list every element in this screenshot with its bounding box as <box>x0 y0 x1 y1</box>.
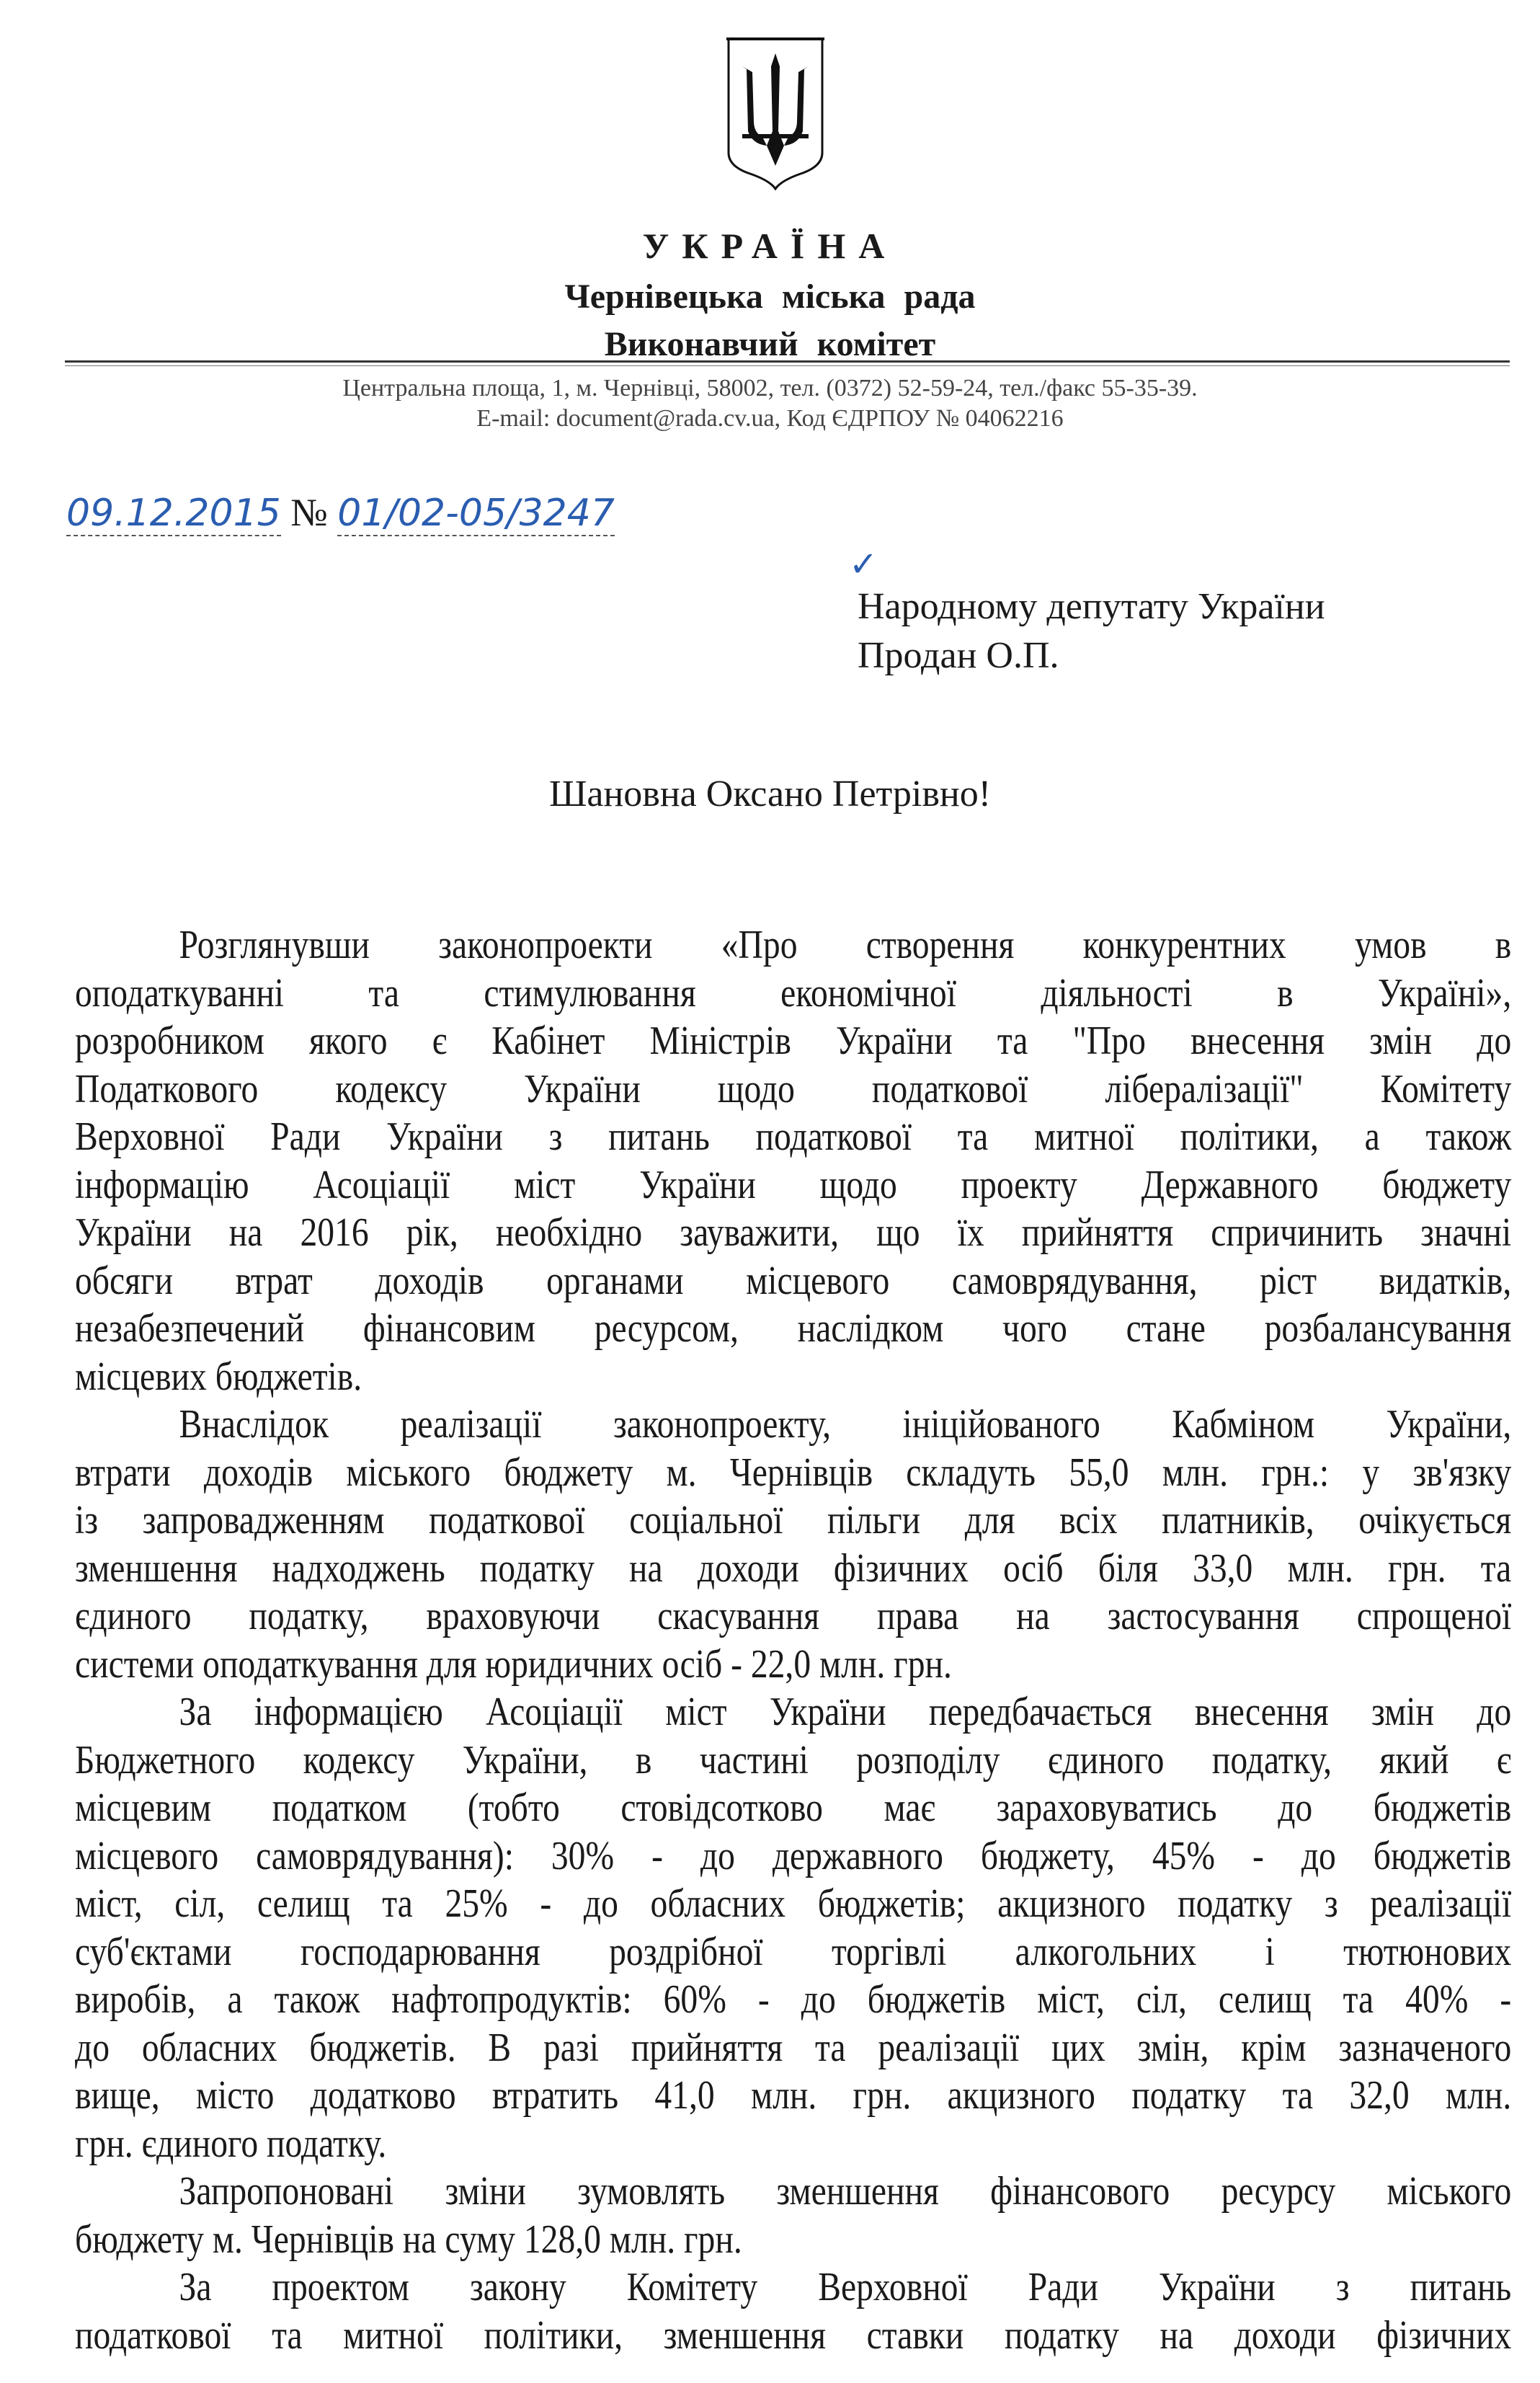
addressee-name: Продан О.П. <box>858 635 1059 676</box>
check-mark-icon: ✓ <box>849 546 878 584</box>
paragraph-line: суб'єктами господарювання роздрібної торгівлі алкогольних і тютюнових <box>75 1929 1512 1974</box>
paragraph-line: місцевого самоврядування): 30% - до державного бюджету, 45% - до бюджетів <box>75 1833 1512 1878</box>
paragraph <box>75 1401 1511 1688</box>
registration-date: 09.12.2015 <box>66 492 281 535</box>
paragraph-line: За інформацією Асоціації міст України передбачається внесення змін до <box>179 1690 1512 1734</box>
paragraph-line: податкової та митної політики, зменшення ставки податку на доходи фізичних <box>75 2312 1512 2358</box>
paragraph-line: місцевим податком (тобто стовідсотково має зараховуватись до бюджетів <box>75 1785 1512 1830</box>
paragraph-line: втрати доходів міського бюджету м. Чернівців складуть 55,0 млн. грн.: у зв'язку <box>75 1450 1512 1495</box>
paragraph-line: бюджету м. Чернівців на суму 128,0 млн. грн. <box>75 2216 742 2262</box>
registration-number: 01/02-05/3247 <box>337 492 615 535</box>
paragraph-line: Бюджетного кодексу України, в частині розподілу єдиного податку, який є <box>75 1737 1512 1783</box>
paragraph-line: розробником якого є Кабінет Міністрів України та "Про внесення змін до <box>75 1019 1512 1063</box>
committee-name: Виконавчий комітет <box>604 325 936 363</box>
paragraph-line: до обласних бюджетів. В разі прийняття та реалізації цих змін, крім зазначеного <box>75 2025 1512 2070</box>
country-title: УКРАЇНА <box>642 226 898 266</box>
address-line: Центральна площа, 1, м. Чернівці, 58002, тел. (0372) 52-59-24, тел./факс 55-35-39. <box>342 375 1198 401</box>
paragraph-line: із запровадженням податкової соціальної пільги для всіх платників, очікується <box>75 1498 1512 1543</box>
paragraph-line: оподаткуванні та стимулювання економічної діяльності в Україні», <box>75 970 1512 1016</box>
paragraph-line: системи оподаткування для юридичних осіб - 22,0 млн. грн. <box>75 1641 952 1687</box>
paragraph-line: інформацію Асоціації міст України щодо проекту Державного бюджету <box>75 1162 1512 1207</box>
paragraph-line: Верховної Ради України з питань податкової та митної політики, а також <box>75 1114 1512 1159</box>
addressee-title: Народному депутату України <box>858 586 1325 627</box>
paragraph-line: виробів, а також нафтопродуктів: 60% - до бюджетів міст, сіл, селищ та 40% - <box>75 1977 1512 2022</box>
coat-of-arms-icon <box>726 37 824 190</box>
letter-body <box>75 921 1511 2359</box>
paragraph-line: Внаслідок реалізації законопроекту, ініційованого Кабміном України, <box>179 1402 1512 1447</box>
paragraph-line: єдиного податку, враховуючи скасування права на застосування спрощеної <box>75 1594 1512 1638</box>
number-sign: № <box>290 491 328 534</box>
paragraph-line: зменшення надходжень податку на доходи фізичних осіб біля 33,0 млн. грн. та <box>75 1545 1512 1591</box>
registration-line <box>66 490 615 536</box>
paragraph-line: місцевих бюджетів. <box>75 1354 362 1399</box>
salutation: Шановна Оксано Петрівно! <box>548 773 992 815</box>
council-name: Чернівецька міська рада <box>564 278 976 316</box>
paragraph-line: Запропоновані зміни зумовлять зменшення фінансового ресурсу міського <box>179 2169 1512 2214</box>
email-line: E-mail: document@rada.cv.ua, Код ЄДРПОУ № 04062216 <box>476 405 1064 432</box>
paragraph-line: України на 2016 рік, необхідно зауважити, що їх прийняття спричинить значні <box>75 1210 1512 1255</box>
paragraph-line: міст, сіл, селищ та 25% - до обласних бюджетів; акцизного податку з реалізації <box>75 1881 1512 1926</box>
paragraph <box>75 921 1511 1401</box>
paragraph-line: Податкового кодексу України щодо податкової лібералізації" Комітету <box>75 1066 1512 1111</box>
header-divider <box>65 360 1510 363</box>
paragraph-line: вище, місто додатково втратить 41,0 млн. грн. акцизного податку та 32,0 млн. <box>75 2073 1512 2118</box>
paragraph-line: обсяги втрат доходів органами місцевого самоврядування, ріст видатків, <box>75 1258 1512 1303</box>
paragraph <box>75 2263 1511 2359</box>
paragraph <box>75 1688 1511 2167</box>
paragraph <box>75 2167 1511 2263</box>
header-divider-thin <box>65 365 1510 366</box>
paragraph-line: незабезпечений фінансовим ресурсом, наслідком чого стане розбалансування <box>75 1306 1512 1351</box>
paragraph-line: Розглянувши законопроекти «Про створення конкурентних умов в <box>179 923 1512 967</box>
paragraph-line: За проектом закону Комітету Верховної Ради України з питань <box>179 2265 1512 2309</box>
paragraph-line: грн. єдиного податку. <box>75 2121 387 2166</box>
